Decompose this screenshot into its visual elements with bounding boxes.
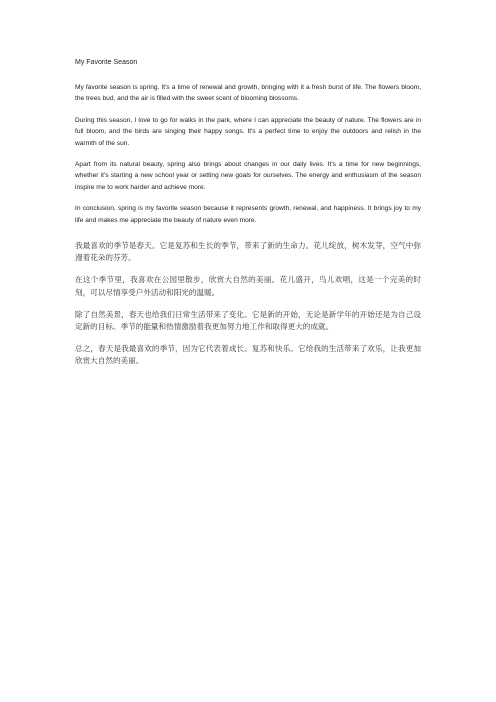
english-paragraph-2: During this season, I love to go for walks in the park, where I can appreciate the beauty of nature. The flowers are in full bloom, and the birds are singing their happy songs. It's a perfect time to enjoy the outdoors and relish in the warmth of the sun. [75, 116, 421, 147]
chinese-section [75, 240, 421, 368]
english-section [75, 82, 421, 226]
document-title: My Favorite Season [75, 59, 138, 66]
english-paragraph-1: My favorite season is spring. It's a time of renewal and growth, bringing with it a fresh burst of life. The flowers bloom, the trees bud, and the air is filled with the sweet scent of blooming blossoms. [75, 84, 421, 103]
english-paragraph-4: In conclusion, spring is my favorite season because it represents growth, renewal, and happiness. It brings joy to my life and makes me appreciate the beauty of nature even more. [75, 205, 421, 224]
chinese-paragraph-4: 总之，春天是我最喜欢的季节，因为它代表着成长、复苏和快乐。它给我的生活带来了欢乐，让我更加欣赏大自然的美丽。 [75, 344, 421, 366]
chinese-paragraph-2: 在这个季节里，我喜欢在公园里散步，欣赏大自然的美丽。花儿盛开，鸟儿欢唱，这是一个完美的时刻，可以尽情享受户外活动和阳光的温暖。 [75, 275, 421, 297]
english-paragraph-3: Apart from its natural beauty, spring also brings about changes in our daily lives. It's a time for new beginnings, whether it's starting a new school year or setting new goals for ourselves. The energy and enthusiasm of the season inspire me to work harder and achieve more. [75, 161, 421, 191]
chinese-paragraph-1: 我最喜欢的季节是春天。它是复苏和生长的季节，带来了新的生命力。花儿绽放，树木发芽，空气中弥漫着花朵的芬芳。 [75, 241, 421, 263]
chinese-paragraph-3: 除了自然美景，春天也给我们日常生活带来了变化。它是新的开始，无论是新学年的开始还是为自己设定新的目标。季节的能量和热情激励着我更加努力地工作和取得更大的成就。 [75, 309, 421, 332]
document-page [75, 58, 421, 378]
